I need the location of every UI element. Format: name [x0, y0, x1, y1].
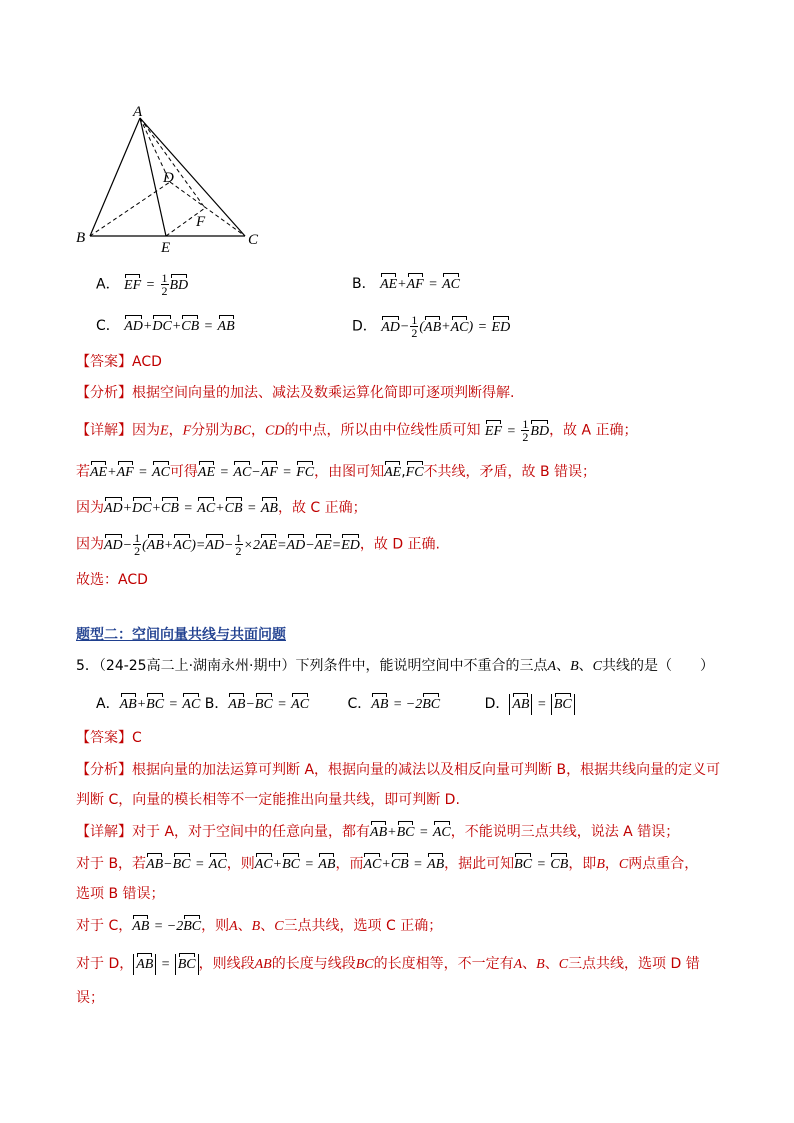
- q5-detail-line-6: 误；: [76, 990, 104, 1006]
- label-C: C: [248, 232, 259, 248]
- q4-detail-line-4: 因为AD− $\frac{1}{2}$ (AB+AC)=AD− $\frac{1}{2}$ ×2AE=AD−AE=ED，故 D 正确.: [76, 531, 441, 558]
- q5-detail-line-1: 【详解】对于 A，对于空间中的任意向量，都有AB+BC = AC，不能说明三点共线，说法 A 错误；: [76, 822, 679, 843]
- q4-final-choice: 故选：ACD: [76, 572, 148, 588]
- q5-detail-line-4: 对于 C，AB = −2BC，则A、B、C三点共线，选项 C 正确；: [76, 916, 442, 937]
- section-heading: 题型二：空间向量共线与共面问题: [76, 627, 286, 643]
- q4-option-a: A． EF = $\frac{1}{2}$ BD: [96, 271, 189, 298]
- edge-AB: [90, 118, 140, 236]
- label-B: B: [76, 230, 86, 246]
- q5-stem: 5．（24-25高二上·湖南永州·期中）下列条件中，能说明空间中不重合的三点A、B、C共线的是（ ）: [76, 658, 714, 674]
- q5-analysis-line-1: 【分析】根据向量的加法运算可判断 A，根据向量的减法以及相反向量可判断 B，根据共线向量的定义可: [76, 762, 721, 778]
- label-E: E: [161, 240, 171, 256]
- label-A: A: [133, 104, 143, 120]
- q4-answer: 【答案】ACD: [76, 354, 162, 370]
- q4-detail-line-2: 若AE+AF = AC可得AE = AC−AF = FC，由图可知AE,FC不共线，矛盾，故 B 错误；: [76, 462, 596, 483]
- tetrahedron-figure: [70, 100, 270, 260]
- q4-detail-line-3: 因为AD+DC+CB = AC+CB = AB，故 C 正确；: [76, 498, 367, 519]
- label-F: F: [196, 214, 206, 230]
- q4-option-c: C． AD+DC+CB = AB: [96, 316, 235, 337]
- label-D: D: [163, 170, 174, 186]
- q5-options: A．AB+BC = AC B．AB−BC = AC C．AB = −2BC D． AB = BC: [96, 694, 575, 715]
- q5-analysis-line-2: 判断 C，向量的模长相等不一定能推出向量共线，即可判断 D.: [76, 792, 460, 808]
- q4-detail-line-1: 【详解】因为E，F分别为BC，CD的中点，所以由中位线性质可知 EF = $\frac{1}{2}$ BD，故 A 正确；: [76, 417, 638, 444]
- q4-option-b: B． AE+AF = AC: [352, 274, 460, 295]
- q5-detail-line-3: 选项 B 错误；: [76, 886, 165, 902]
- q5-answer: 【答案】C: [76, 730, 142, 746]
- q5-detail-line-5: 对于 D， AB = BC ，则线段AB的长度与线段BC的长度相等，不一定有A、B、C三点共线，选项 D 错: [76, 954, 700, 975]
- edge-AC: [140, 118, 245, 236]
- edge-DC: [170, 182, 245, 236]
- q5-detail-line-2: 对于 B，若AB−BC = AC，则AC+BC = AB，而AC+CB = AB，据此可知BC = CB，即B，C两点重合，: [76, 854, 698, 875]
- q4-analysis: 【分析】根据空间向量的加法、减法及数乘运算化简即可逐项判断得解.: [76, 385, 515, 401]
- q4-option-d: D． AD− $\frac{1}{2}$ (AB+AC) = ED: [352, 313, 511, 340]
